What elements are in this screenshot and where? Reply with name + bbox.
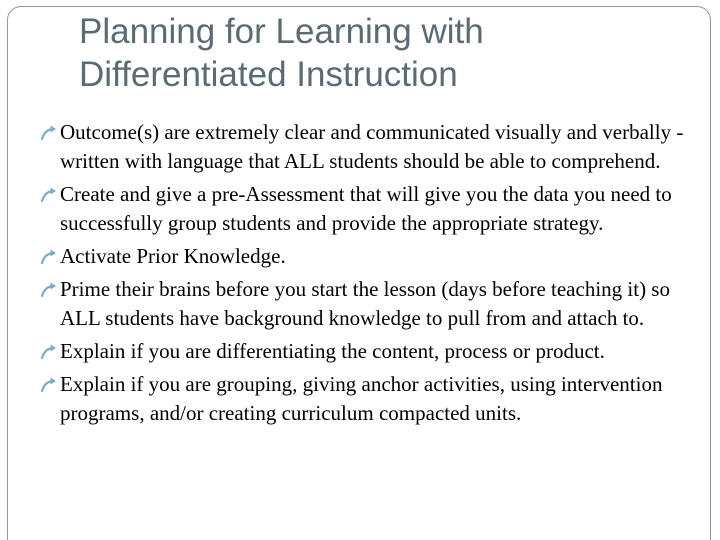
curved-arrow-icon <box>39 180 59 209</box>
curved-arrow-icon <box>39 242 59 271</box>
curved-arrow-icon <box>39 337 59 366</box>
curved-arrow-icon <box>39 118 59 147</box>
bullet-text: Activate Prior Knowledge. <box>60 244 286 268</box>
bullet-item-outcomes <box>39 118 689 176</box>
curved-arrow-icon <box>39 370 59 399</box>
bullet-item-grouping <box>39 370 689 428</box>
title-line-1: Planning for Learning with <box>79 12 484 51</box>
bullet-item-differentiating <box>39 337 689 366</box>
bullet-text: Create and give a pre-Assessment that will give you the data you need to successfully group students and provide the appropriate strategy. <box>60 182 672 235</box>
bullet-item-prior-knowledge <box>39 242 689 271</box>
bullet-item-pre-assessment <box>39 180 689 238</box>
bullet-list <box>39 118 689 432</box>
bullet-text: Explain if you are grouping, giving anchor activities, using intervention programs, and/or creating curriculum compacted units. <box>60 372 663 425</box>
bullet-text: Prime their brains before you start the lesson (days before teaching it) so ALL students have background knowledge to pull from and attach to. <box>60 277 670 330</box>
title-line-2: Differentiated Instruction <box>79 55 458 94</box>
bullet-text: Explain if you are differentiating the content, process or product. <box>60 339 605 363</box>
curved-arrow-icon <box>39 275 59 304</box>
slide-title <box>79 10 484 96</box>
bullet-text: Outcome(s) are extremely clear and communicated visually and verbally - written with language that ALL students should be able to comprehend. <box>60 120 684 173</box>
bullet-item-prime-brains <box>39 275 689 333</box>
